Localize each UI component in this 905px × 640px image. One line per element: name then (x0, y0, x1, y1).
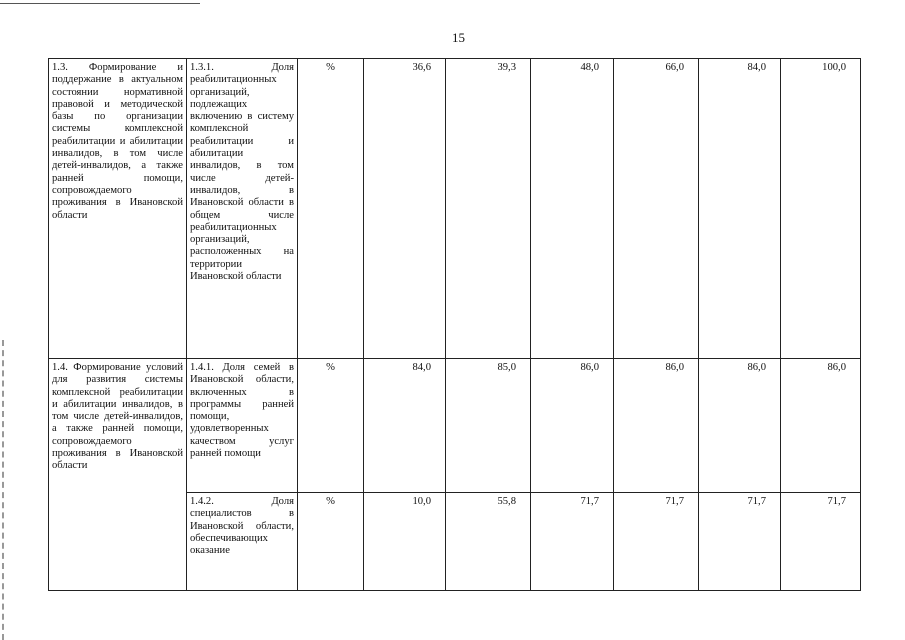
value-cell: 71,7 (531, 493, 614, 591)
indicators-table (48, 58, 861, 591)
task-cell: 1.3. Формирование и поддержание в актуальном состоянии нормативной правовой и методической базы по организации системы комплексной реабилитации и абилитации инвалидов, в том числе детей-инвалидов, а также ранней помощи, сопровождаемого проживания в Ивановской области (49, 59, 187, 359)
value-cell: 85,0 (446, 359, 531, 493)
scan-line (0, 3, 200, 4)
unit-cell: % (298, 493, 364, 591)
value-cell: 84,0 (364, 359, 446, 493)
value-cell: 10,0 (364, 493, 446, 591)
task-cell: 1.4. Формирование условий для развития системы комплексной реабилитации и абилитации инвалидов, в том числе детей-инвалидов, а также ранней помощи, сопровождаемого проживания в Ивановской области (49, 359, 187, 591)
value-cell: 71,7 (614, 493, 699, 591)
value-cell: 39,3 (446, 59, 531, 359)
value-cell: 55,8 (446, 493, 531, 591)
value-cell: 71,7 (699, 493, 781, 591)
value-cell: 36,6 (364, 59, 446, 359)
indicator-cell: 1.4.2. Доля специалистов в Ивановской области, обеспечивающих оказание (187, 493, 298, 591)
value-cell: 86,0 (614, 359, 699, 493)
value-cell: 48,0 (531, 59, 614, 359)
table-row (49, 59, 861, 359)
unit-cell: % (298, 359, 364, 493)
value-cell: 84,0 (699, 59, 781, 359)
page-number: 15 (452, 30, 465, 45)
table-row (49, 359, 861, 493)
value-cell: 86,0 (699, 359, 781, 493)
value-cell: 100,0 (781, 59, 861, 359)
indicator-cell: 1.4.1. Доля семей в Ивановской области, включенных в программы ранней помощи, удовлетворенных качеством услуг ранней помощи (187, 359, 298, 493)
scan-edge (2, 340, 6, 640)
value-cell: 71,7 (781, 493, 861, 591)
value-cell: 66,0 (614, 59, 699, 359)
value-cell: 86,0 (531, 359, 614, 493)
value-cell: 86,0 (781, 359, 861, 493)
unit-cell: % (298, 59, 364, 359)
indicator-cell: 1.3.1. Доля реабилитационных организаций, подлежащих включению в систему комплексной реабилитации и абилитации инвалидов, в том числе детей-инвалидов, в Ивановской области в общем числе реабилитационных организаций, расположенных на территории Ивановской области (187, 59, 298, 359)
